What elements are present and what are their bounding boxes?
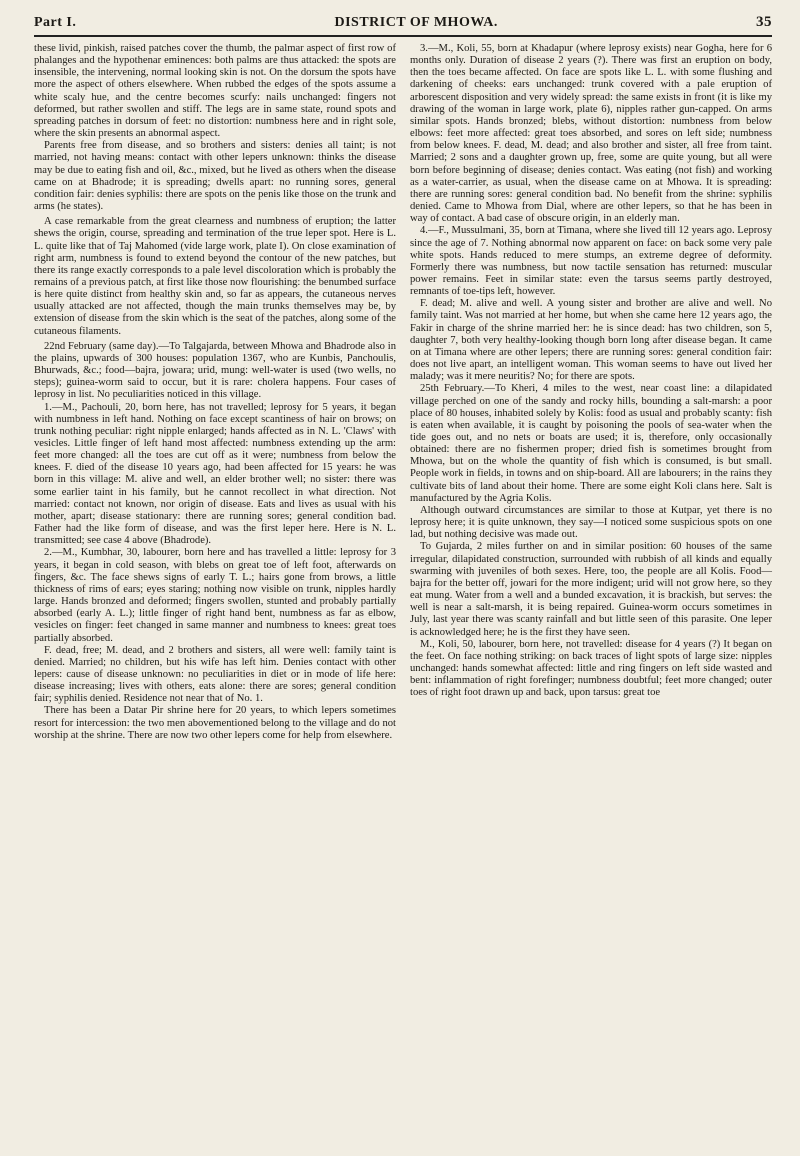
paragraph: 25th February.—To Kheri, 4 miles to the west, near coast line: a dilapidated village perched on one of the sandy and rocky hills, bounding a salt-marsh: a poor place of 80 houses, inhabited solely by Kolis: food as usual and probably scanty: fish is eaten when available, it is caught by poisoning the pools of sea-water when the tide goes out, and no nets or boats are used; it is, therefore, only occasionally obtained: there are no fishermen proper; dried fish is sometimes brought from Mhowa, but on the whole the quantity of fish which is consumed, is but small. People work in fields, in towns and on ship-board. All are labourers; in the rains they cultivate bits of land about their home. There are some eight Koli clans here. Salt is manufactured by the Agria Kolis. <box>410 383 772 504</box>
part-label: Part I. <box>34 15 77 30</box>
header-rule <box>34 35 772 37</box>
paragraph: F. dead, free; M. dead, and 2 brothers and sisters, all were well: family taint is denied. Married; no children, but his wife has left him. Denies contact with other lepers: cause of disease unknown: no peculiarities in diet or in mode of life here: disease increasing; lives with others, eats alone: there are sores; general condition fair; syphilis denied. Residence not near that of No. 1. <box>34 644 396 705</box>
running-title: DISTRICT OF MHOWA. <box>334 15 498 30</box>
right-column <box>410 43 772 742</box>
page-header <box>34 14 772 31</box>
text-columns <box>34 43 772 742</box>
paragraph: 22nd February (same day).—To Talgajarda, between Mhowa and Bhadrode also in the plains, upwards of 300 houses: population 1367, who are Kunbis, Panchoulis, Bhurwads, &c.; food—bajra, jowara; urid, mung: well-water is used (two wells, no steps); guinea-worm said to occur, but it is rare: cholera happens. Four cases of leprosy in list. No peculiarities noticed in this village. <box>34 340 396 401</box>
paragraph: 1.—M., Pachouli, 20, born here, has not travelled; leprosy for 5 years, it began with numbness in left hand. Nothing on face except scantiness of hair on brows; on trunk nothing peculiar: right nipple enlarged; hands affected as in N. L. 'Claws' with vesicles. Little finger of left hand most affected: numbness extending up the arm: feet more changed: all the toes are cut off as it were; numbness from below the knees. F. died of the disease 10 years ago, had been affected for 15 years: he was born in this village: M. alive and well, an elder brother well; no sister: there was some earlier taint in his family, but he cannot recollect in what direction. Not married: contact not known, nor origin of disease. Eats and lives as usual with his mother, apart; disease stationary: there are running sores; general condition bad. Father had the like form of disease, and was the first leper here. Here is N. L. transmitted; see case 4 above (Bhadrode). <box>34 401 396 547</box>
paragraph: 2.—M., Kumbhar, 30, labourer, born here and has travelled a little: leprosy for 3 years, it began in cold season, with blebs on great toe of left foot, afterwards on fingers, &c. The face shews signs of early T. L.; hairs gone from brows, a little thickness of rims of ears; eyes staring; nothing now visible on trunk, nipples hardly large. Hands bronzed and deformed; fingers swollen, stunted and probably partially absorbed (early A. L.); little finger of right hand bent, numbness as far as elbow, vesicles on finger: feet changed in same manner and numbness to knees: great toes partially absorbed. <box>34 547 396 644</box>
paragraph: 3.—M., Koli, 55, born at Khadapur (where leprosy exists) near Gogha, here for 6 months only. Duration of disease 2 years (?). There was first an eruption on body, then the toes became affected. On face are spots like L. L. with some flushing and darkening of cheeks: ears unchanged: trunk covered with a pale eruption of arborescent disposition and very widely spread: the same exists in front (it is like my drawing of the woman in large work, plate 6), nipples rather gun-capped. On arms similar spots. Hands bronzed; blebs, without distortion: numbness from below elbows: feet more affected: great toes absorbed, and sores on left side; numbness from below knees. F. dead, M. dead; and also brother and sister, all free from taint. Married; 2 sons and a daughter grown up, free, some are quite young, but all were born before beginning of disease; denies contact. Was eating (not fish) and working as a water-carrier, as usual, when the disease came on at Mhowa. It is spreading: there are running sores: general condition bad. No benefit from the shrine: syphilis denied. Came to Mhowa from Dial, where are other lepers, so that he has been in way of contact. A bad case of obscure origin, in an elderly man. <box>410 43 772 225</box>
page-number: 35 <box>756 14 772 30</box>
left-column <box>34 43 396 742</box>
paragraph: Parents free from disease, and so brothers and sisters: denies all taint; is not married, not having means: contact with other lepers unknown: thinks the disease may be due to eating fish and oil, &c., mixed, but he lived as others when the disease came on at Bhadrode; it is spreading; dwells apart: no running sores, general condition fair: denies syphilis: there are spots on the penis like those on the trunk and arms (he states). <box>34 140 396 213</box>
paragraph: M., Koli, 50, labourer, born here, not travelled: disease for 4 years (?) It began on the feet. On face nothing striking: on back traces of light spots of large size: nipples unchanged: hands somewhat affected: little and ring fingers on left side wasted and bent: inflammation of right forefinger; numbness doubtful; feet more changed; outer toes of right foot drawn up and back, upon tarsus: great toe <box>410 638 772 699</box>
paragraph: these livid, pinkish, raised patches cover the thumb, the palmar aspect of first row of phalanges and the hypothenar eminences: both palms are thus attacked: the spots are insensible, the intervening, normal looking skin is not. On the dorsum the spots have more the aspect of others elsewhere. When rubbed the edges of the spots assume a white scaly hue, and the centre becomes scurfy: nails unchanged: fingers not deformed, but rather swollen and stiff. The legs are in same state, round spots and spreading patches in dorsum of feet: no distortion: numbness here and in right sole, where the skin presents an abnormal aspect. <box>34 43 396 140</box>
paragraph: 4.—F., Mussulmani, 35, born at Timana, where she lived till 12 years ago. Leprosy since the age of 7. Nothing abnormal now apparent on face: on back some very pale white spots. Hands reduced to mere stumps, an extreme degree of deformity. Formerly there was numbness, but now tactile sensation has returned: muscular power remains. Feet in similar state: even the tarsus seems partly destroyed, remnants of toe-tips left, however. <box>410 225 772 298</box>
paragraph: To Gujarda, 2 miles further on and in similar position: 60 houses of the same irregular, dilapidated construction, surrounded with rubbish of all kinds and equally swarming with juveniles of both sexes. Here, too, the people are all Kolis. Food—bajra for the better off, jowari for the more indigent; urid will not grow here, so they eat mung. Water from a well and a bunded excavation, it is brackish, but serves: the well is near a salt-marsh, it is being repaired. Guinea-worm occurs sometimes in July, last year there was scanty rainfall and but little seen of this parasite. One leper is acknowledged here; he is the first they have seen. <box>410 541 772 638</box>
paragraph: A case remarkable from the great clearness and numbness of eruption; the latter shews the origin, course, spreading and termination of the true leper spot. Here is L. L. quite like that of Taj Mahomed (vide large work, plate I). On close examination of right arm, numbness is found to extend beyond the contour of the new patches, but there its range exactly corresponds to a pale level discoloration which is probably the remains of a previous patch, at first like those now flourishing: the benumbed surface is here quite distinct from healthy skin and, so far as appears, the cutaneous nerves usually attacked are not affected, though the main trunks themselves may be, by extension of disease from the skin which is the seat of the patches, along some of the cutaneous filaments. <box>34 216 396 337</box>
paragraph: Although outward circumstances are similar to those at Kutpar, yet there is no leprosy here; it is quite unknown, they say—I noticed some suspicious spots on one lad, but nothing decisive was made out. <box>410 504 772 541</box>
paragraph: There has been a Datar Pir shrine here for 20 years, to which lepers sometimes resort for intercession: the two men abovementioned belong to the village and do not worship at the shrine. There are now two other lepers come for help from elsewhere. <box>34 705 396 741</box>
paragraph: F. dead; M. alive and well. A young sister and brother are alive and well. No family taint. Was not married at her home, but when she came here 12 years ago, the Fakir in charge of the shrine married her: he is since dead: has two children, son 5, daughter 7, both very healthy-looking though born long after disease began. It came on at Timana where are other lepers; there are running sores: general condition fair: does not live apart, an intelligent woman. This woman seems to have out lived her malady; was it mere neuritis? No; for there are spots. <box>410 298 772 383</box>
